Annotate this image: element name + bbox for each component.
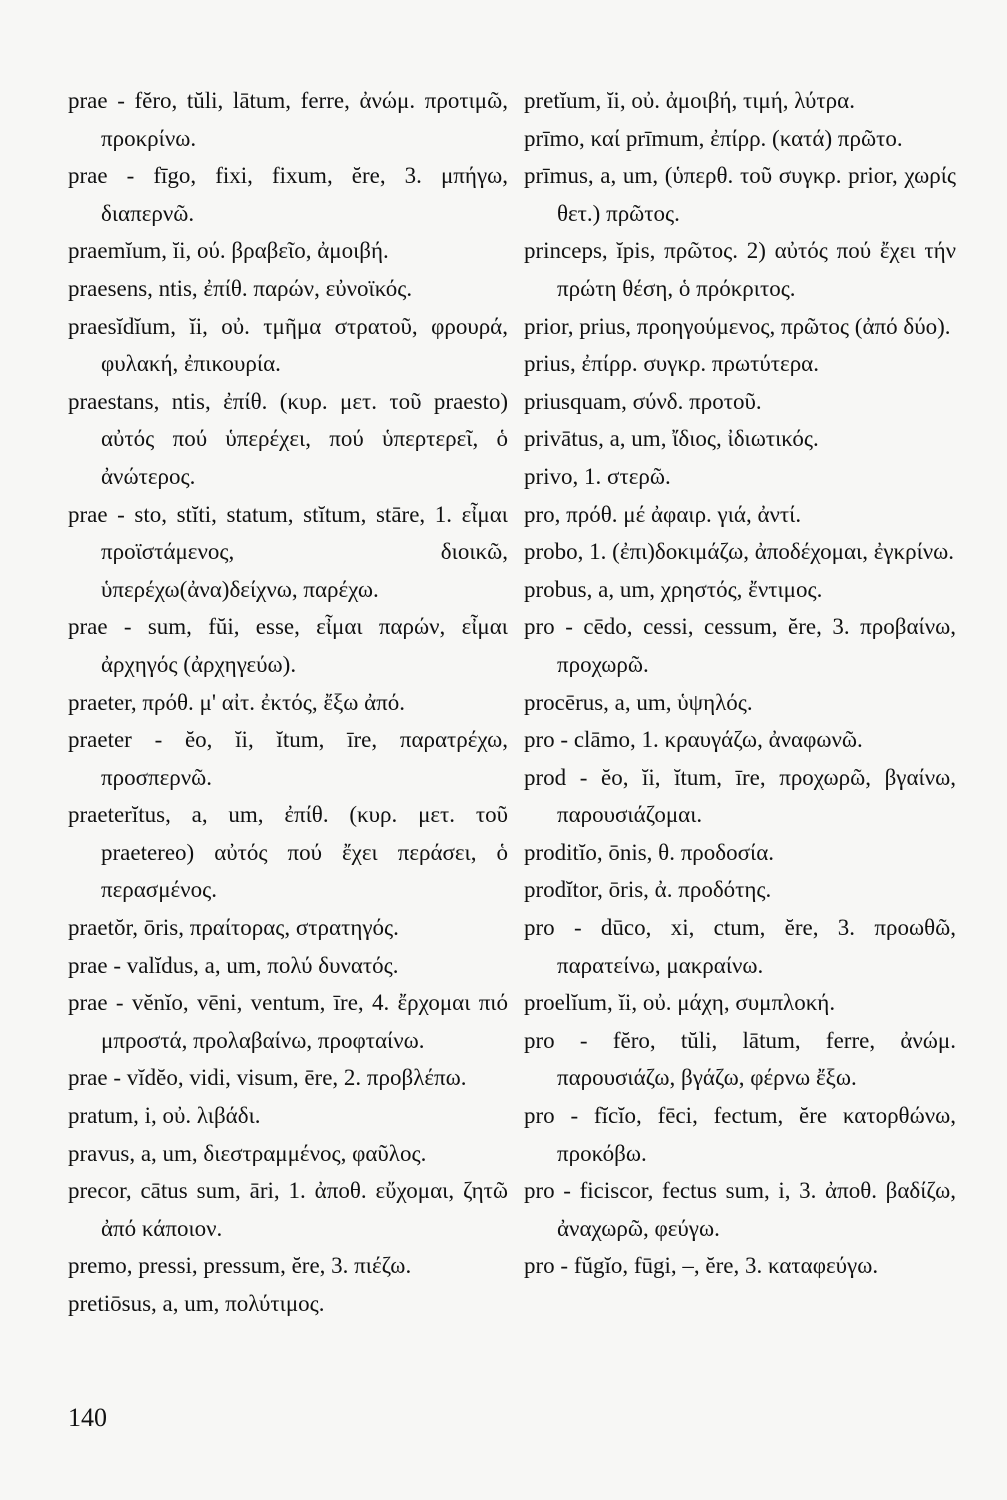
dictionary-entry: prīmus, a, um, (ὑπερθ. τοῦ συγκρ. prior, χωρίς θετ.) πρῶτος. (524, 163, 956, 226)
dictionary-entry: pretĭum, ĭi, οὐ. ἀμοιβή, τιμή, λύτρα. (524, 88, 855, 113)
left-column (68, 82, 508, 1323)
dictionary-entry: proditĭo, ōnis, θ. προδοσία. (524, 839, 775, 865)
dictionary-entry: pro - fŭgĭo, fūgi, –, ĕre, 3. καταφεύγω. (524, 1253, 879, 1279)
dictionary-entry: priusquam, σύνδ. προτοῦ. (524, 388, 762, 414)
dictionary-entry: procērus, a, um, ὑψηλός. (524, 689, 753, 715)
dictionary-entry: princeps, ĭpis, πρῶτος. 2) αὐτός πού ἔχει τήν πρώτη θέση, ὁ πρόκριτος. (524, 238, 956, 301)
dictionary-entry: praetŏr, ōris, πραίτορας, στρατηγός. (68, 915, 399, 941)
dictionary-entry: praestans, ntis, ἐπίθ. (κυρ. μετ. τοῦ praesto) αὐτός πού ὑπερέχει, πού ὑπερτερεῖ, ὁ ἀνώτερος. (68, 388, 508, 489)
dictionary-entry: prodĭtor, ōris, ἀ. προδότης. (524, 877, 772, 903)
dictionary-entry: prae - fīgo, fixi, fixum, ĕre, 3. μπήγω, διαπερνῶ. (68, 163, 508, 226)
dictionary-entry: pratum, i, οὐ. λιβάδι. (68, 1103, 261, 1129)
dictionary-entry: prius, ἐπίρρ. συγκρ. πρωτύτερα. (524, 351, 819, 377)
dictionary-entry: pro - fĕro, tŭli, lātum, ferre, ἀνώμ. παρουσιάζω, βγάζω, φέρνω ἔξω. (524, 1027, 956, 1091)
dictionary-entry: proelĭum, ĭi, οὐ. μάχη, συμπλοκή. (524, 990, 836, 1016)
dictionary-entry: prae - sum, fŭi, esse, εἶμαι παρών, εἶμαι ἀρχηγός (ἀρχηγεύω). (68, 614, 508, 677)
dictionary-entry: pro - dūco, xi, ctum, ĕre, 3. προωθῶ, παρατείνω, μακραίνω. (524, 915, 956, 978)
dictionary-entry: prae - vĕnĭo, vēni, ventum, īre, 4. ἔρχομαι πιό μπροστά, προλαβαίνω, προφταίνω. (68, 990, 508, 1053)
dictionary-entry: prod - ĕo, ĭi, ĭtum, īre, προχωρῶ, βγαίνω, παρουσιάζομαι. (524, 764, 956, 828)
dictionary-entry: pravus, a, um, διεστραμμένος, φαῦλος. (68, 1140, 427, 1166)
dictionary-entry: prae - fĕro, tŭli, lātum, ferre, ἀνώμ. προτιμῶ, προκρίνω. (68, 88, 508, 151)
dictionary-entry: prior, prius, προηγούμενος, πρῶτος (ἀπό δύο). (524, 313, 951, 339)
page-number: 140 (68, 1403, 107, 1432)
dictionary-entry: pro - clāmo, 1. κραυγάζω, ἀναφωνῶ. (524, 727, 863, 753)
dictionary-entry: praesĭdĭum, ĭi, οὐ. τμῆμα στρατοῦ, φρουρά, φυλακή, ἐπικουρία. (68, 313, 508, 377)
dictionary-entry: prae - valĭdus, a, um, πολύ δυνατός. (68, 952, 399, 978)
right-column (524, 82, 956, 1285)
dictionary-entry: pro, πρόθ. μέ ἀφαιρ. γιά, ἀντί. (524, 501, 802, 527)
dictionary-entry: praesens, ntis, ἐπίθ. παρών, εὐνοϊκός. (68, 275, 413, 301)
dictionary-entry: prae - sto, stĭti, statum, stĭtum, stāre, 1. εἶμαι προϊστάμενος, διοικῶ, ὑπερέχω(ἀνα)δείχνω, παρέχω. (68, 501, 508, 602)
dictionary-entry: pro - cēdo, cessi, cessum, ĕre, 3. προβαίνω, προχωρῶ. (524, 614, 956, 677)
dictionary-entry: prīmo, καί prīmum, ἐπίρρ. (κατά) πρῶτο. (524, 125, 903, 151)
dictionary-entry: premo, pressi, pressum, ĕre, 3. πιέζω. (68, 1253, 412, 1279)
dictionary-entry: probus, a, um, χρηστός, ἔντιμος. (524, 576, 823, 602)
dictionary-entry: probo, 1. (ἐπι)δοκιμάζω, ἀποδέχομαι, ἐγκρίνω. (524, 539, 955, 565)
dictionary-entry: praeter, πρόθ. μ' αἰτ. ἐκτός, ἔξω ἀπό. (68, 689, 406, 715)
dictionary-entry: privātus, a, um, ἴδιος, ἰδιωτικός. (524, 426, 819, 452)
dictionary-entry: pro - ficiscor, fectus sum, i, 3. ἀποθ. βαδίζω, ἀναχωρῶ, φεύγω. (524, 1178, 956, 1241)
dictionary-entry: privo, 1. στερῶ. (524, 463, 671, 489)
dictionary-entry: praeter - ĕo, ĭi, ĭtum, īre, παρατρέχω, προσπερνῶ. (68, 727, 508, 790)
dictionary-entry: praemĭum, ĭi, ού. βραβεῖο, ἀμοιβή. (68, 238, 389, 264)
dictionary-entry: prae - vĭdĕo, vidi, visum, ēre, 2. προβλέπω. (68, 1065, 467, 1091)
dictionary-entry: pretiōsus, a, um, πολύτιμος. (68, 1291, 325, 1316)
dictionary-entry: praeterĭtus, a, um, ἐπίθ. (κυρ. μετ. τοῦ praetereo) αὐτός πού ἔχει περάσει, ὁ περασμένος. (68, 802, 508, 903)
dictionary-entry: precor, cātus sum, āri, 1. ἀποθ. εὔχομαι, ζητῶ ἀπό κάποιον. (68, 1178, 508, 1241)
dictionary-entry: pro - fĭcĭo, fēci, fectum, ĕre κατορθώνω, προκόβω. (524, 1103, 956, 1166)
